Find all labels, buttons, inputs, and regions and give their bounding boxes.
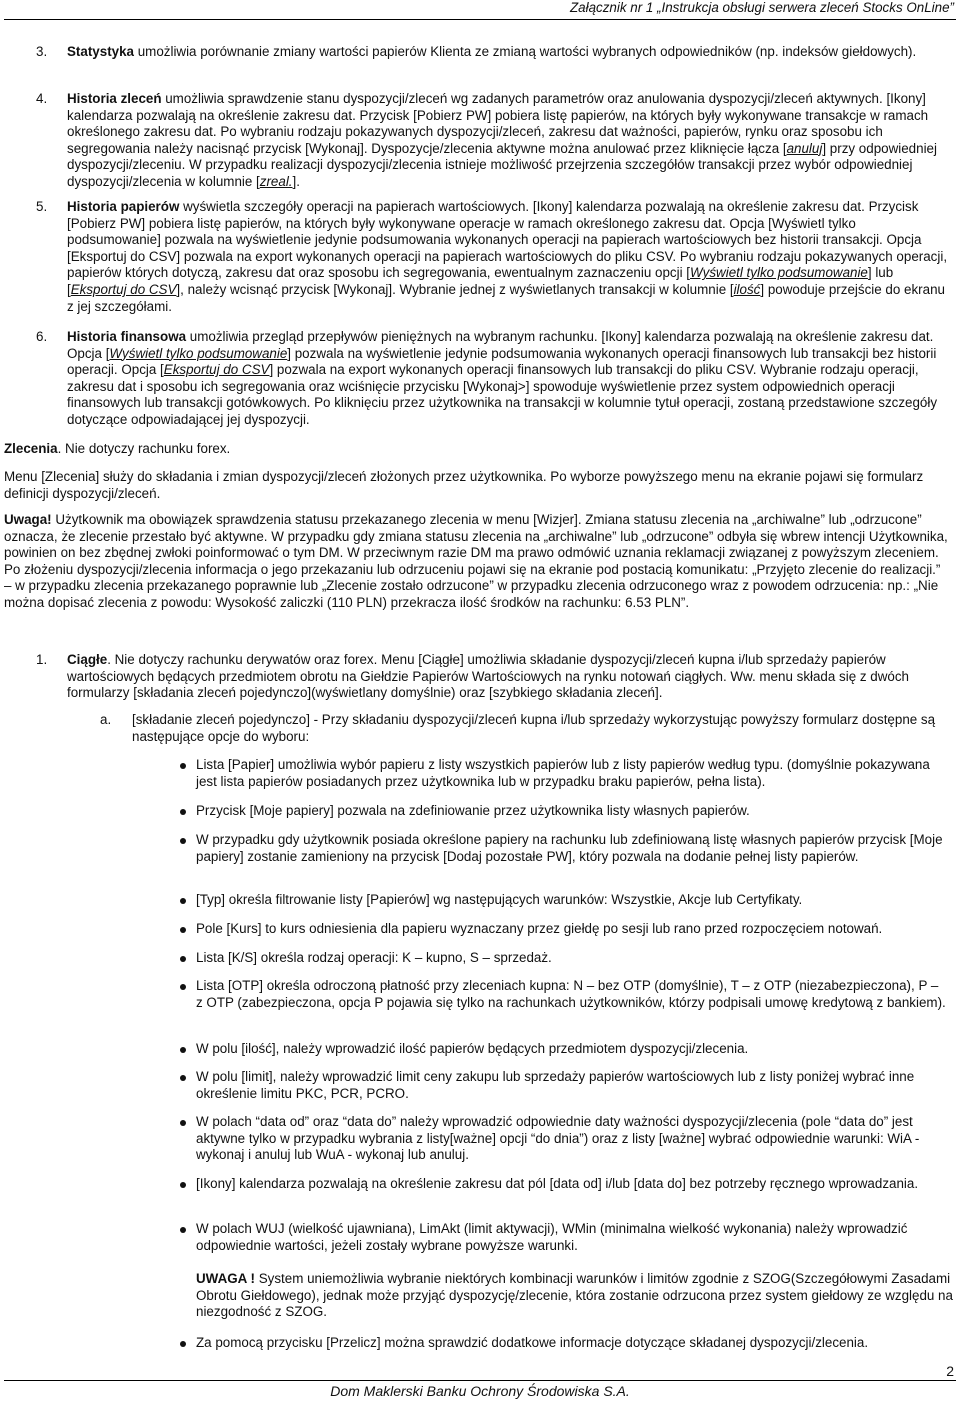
sub-item-label: a. bbox=[100, 712, 112, 727]
wyswietl-podsumowanie-link[interactable]: Wyświetl tylko podsumowanie bbox=[109, 345, 288, 361]
ilosc-link[interactable]: ilość bbox=[733, 281, 761, 297]
bullet-text: Lista [K/S] określa rodzaj operacji: K – kupno, S – sprzedaż. bbox=[196, 950, 552, 965]
bullet-text: Przycisk [Moje papiery] pozwala na zdefiniowanie przez użytkownika listy własnych papierów. bbox=[196, 803, 750, 818]
zlecenia-text: . Nie dotyczy rachunku forex. bbox=[57, 441, 231, 456]
bullet-text: Lista [Papier] umożliwia wybór papieru z listy wszystkich papierów lub z listy papierów według typu. (domyślnie pokazywana jest lista papierów posiadanych przez użytkownika lub w przypadku braku papierów, pełna lista). bbox=[196, 757, 930, 789]
item-text: umożliwia sprawdzenie stanu dyspozycji/zleceń wg zadanych parametrów oraz anulowania dyspozycji/zleceń aktywnych. [Ikony] kalendarza pozwalają na określenie zakresu dat. Przycisk [Pobierz PW] pobiera listę papierów, na których były wykonywane transakcje w ramach określonego zakresu dat. Po wybraniu rodzaju pokazywanych dyspozycji/zleceń, zakresu dat ważności, papierów, rynku oraz sposobu ich segregowania należy nacisnąć przycisk [Wykonaj]. Dyspozycje/zlecenia aktywne można anulować przez kliknięcie łącza [ bbox=[67, 91, 929, 156]
sub-item-text: [składanie zleceń pojedynczo] - Przy składaniu dyspozycji/zleceń kupna i/lub sprzedaży wykorzystując powyższy formularz dostępne są następujące opcje do wyboru: bbox=[132, 712, 936, 744]
item-title: Ciągłe bbox=[67, 652, 108, 667]
menu-paragraph: Menu [Zlecenia] służy do składania i zmian dyspozycji/zleceń złożonych przez użytkownika. Po wyborze powyższego menu na ekranie pojawi się formularz definicji dyspozycji/zleceń. bbox=[4, 469, 924, 501]
item-text: umożliwia przegląd przepływów pieniężnych na wybranym rachunku. [Ikony] kalendarza pozwalają na określenie zakresu dat. Opcja [ bbox=[67, 329, 934, 361]
bullet-icon bbox=[180, 1075, 186, 1081]
uwaga-paragraph bbox=[4, 512, 950, 612]
bullet-icon bbox=[180, 763, 186, 769]
item-text: ] pozwala na wyświetlenie jedynie podsumowania wykonanych operacji finansowych lub transakcji bez historii operacji. Opcja [ bbox=[67, 345, 937, 378]
bullet-text: Lista [OTP] określa odroczoną płatność przy zleceniach kupna: N – bez OTP (domyślnie), T – z OTP (niezabezpieczona), P – z OTP (zabezpieczona, opcja P pojawia się tylko na rachunkach użytkowników, którzy podpisali umowę kredytową z bankiem). bbox=[196, 978, 946, 1010]
page-footer: Dom Maklerski Banku Ochrony Środowiska S.A. bbox=[330, 1383, 630, 1399]
page-number: 2 bbox=[946, 1363, 954, 1379]
zreal-link[interactable]: zreal. bbox=[259, 173, 293, 189]
bullet-text: W polach WUJ (wielkość ujawniana), LimAkt (limit aktywacji), WMin (minimalna wielkość wykonania) należy wprowadzić odpowiednie wartości, jeżeli zostały wybrane powyższe warunki. bbox=[196, 1221, 908, 1253]
bullet-text: Pole [Kurs] to kurs odniesienia dla papieru wyznaczany przez giełdę po sesji lub rano przed rozpoczęciem notowań. bbox=[196, 921, 883, 936]
item-body bbox=[67, 652, 940, 702]
bullet-icon bbox=[180, 984, 186, 990]
bullet-text: W przypadku gdy użytkownik posiada określone papiery na rachunku lub zdefiniowaną listę własnych papierów przycisk [Moje papiery] zostanie zamieniony na przycisk [Dodaj pozostałe PW], który pozwala na dodanie pełnej listy papierów. bbox=[196, 832, 943, 864]
item-body bbox=[67, 329, 950, 429]
uwaga-text: Użytkownik ma obowiązek sprawdzenia statusu przekazanego zlecenia w menu [Wizjer]. Zmiana statusu zlecenia na „archiwalne” lub „odrzucone” oznacza, że zlecenie przestało być aktywne. W przypadku gdy zmiana statusu zlecenia na „archiwalne” lub „odrzucone” odbyła się wbrew intencji Użytkownika, powinien on bez zbędnej zwłoki poinformować o tym DM. W przeciwnym razie DM ma prawo odmówić uznania reklamacji związanej z powyższym zleceniem. Po złożeniu dyspozycji/zlecenia informacja o jego przekazaniu lub odrzuceniu pojawi się na ekranie pod postacią komunikatu: „Przyjęto zlecenie do realizacji.” – w przypadku zlecenia przekazanego poprawnie lub „Zlecenie zostało odrzucone” w przypadku zlecenia odrzuconego wraz z powodem odrzucenia: np.: „Nie można dopisać zlecenia z powodu: Wysokość zaliczki (110 PLN) przekracza ilość środków na rachunku: 6.53 PLN”. bbox=[4, 512, 948, 610]
bullet-icon bbox=[180, 1227, 186, 1233]
bullet-icon bbox=[180, 1341, 186, 1347]
bullet-icon bbox=[180, 898, 186, 904]
uwaga-text: System uniemożliwia wybranie niektórych kombinacji warunków i limitów zgodnie z SZOG(Szczegółowymi Zasadami Obrotu Giełdowego), jednak może przyjąć dyspozycję/zlecenie, która zostanie odrzucona przez system giełdowy ze względu na niezgodność z SZOG. bbox=[196, 1271, 953, 1320]
uwaga-title: UWAGA ! bbox=[196, 1271, 256, 1286]
item-number: 4. bbox=[36, 91, 48, 106]
bullet-text: W polu [ilość], należy wprowadzić ilość papierów będących przedmiotem dyspozycji/zlecenia. bbox=[196, 1041, 749, 1056]
bullet-text: [Ikony] kalendarza pozwalają na określenie zakresu dat pól [data od] i/lub [data do] bez potrzeby ręcznego wprowadzania. bbox=[196, 1176, 919, 1191]
bullet-icon bbox=[180, 1182, 186, 1188]
bullet-icon bbox=[180, 1120, 186, 1126]
bullet-icon bbox=[180, 1047, 186, 1053]
eksportuj-csv-link[interactable]: Eksportuj do CSV bbox=[163, 362, 270, 378]
item-body bbox=[67, 44, 950, 61]
bullet-icon bbox=[180, 838, 186, 844]
footer-divider bbox=[4, 1380, 956, 1381]
item-title: Historia zleceń bbox=[67, 91, 162, 106]
item-number: 5. bbox=[36, 199, 48, 214]
item-text: ]. bbox=[292, 173, 300, 189]
item-title: Statystyka bbox=[67, 44, 134, 59]
bullet-text: [Typ] określa filtrowanie listy [Papierów] wg następujących warunków: Wszystkie, Akcje lub Certyfikaty. bbox=[196, 892, 803, 907]
item-body bbox=[67, 199, 950, 315]
item-title: Historia finansowa bbox=[67, 329, 187, 344]
item-text: ] pozwala na export wykonanych operacji finansowych lub transakcji do pliku CSV. Wybranie rodzaju operacji, zakresu dat i sposobu ich segregowania oraz wciśnięcie przycisku [Wykonaj>] spowoduje wyświetlenie przez system odpowiednich operacji finansowych lub transakcji gotówkowych. Po kliknięciu przez użytkownika na transakcji w kolumnie tytuł operacji, zostaną przedstawione szczegóły dotyczące odpowiadającej jej dyspozycji. bbox=[67, 362, 938, 427]
bullet-icon bbox=[180, 956, 186, 962]
bullet-text: W polach “data od” oraz “data do” należy wprowadzić odpowiednie daty ważności dyspozycji/zlecenia (pole “data do” jest aktywne tylko w przypadku wybrania z listy[ważne] opcji “do dnia”) oraz z listy [ważne] wybrać odpowiednie warunki: WiA - wykonaj i anuluj lub WuA - wykonaj lub anuluj. bbox=[196, 1114, 920, 1163]
header-divider bbox=[4, 19, 956, 20]
eksportuj-csv-link[interactable]: Eksportuj do CSV bbox=[70, 281, 177, 297]
item-text: ], należy wcisnąć przycisk [Wykonaj]. Wybranie jednej z wyświetlanych transakcji w kolumnie [ bbox=[176, 281, 734, 297]
item-title: Historia papierów bbox=[67, 199, 180, 214]
item-number: 6. bbox=[36, 329, 48, 344]
item-number: 1. bbox=[36, 652, 48, 667]
zlecenia-title: Zlecenia bbox=[4, 441, 58, 456]
bullet-text: W polu [limit], należy wprowadzić limit ceny zakupu lub sprzedaży papierów wartościowych lub z listy poniżej wybrać inne określenie limitu PKC, PCR, PCRO. bbox=[196, 1069, 915, 1101]
item-text: ] przy odpowiedniej dyspozycji/zleceniu. W przypadku realizacji dyspozycji/zlecenia istnieje możliwość przejrzenia szczegółów transakcji przez wybór odpowiedniej dyspozycji/zlecenia w kolumnie [ bbox=[67, 140, 937, 189]
page-header: Załącznik nr 1 „Instrukcja obsługi serwera zleceń Stocks OnLine” bbox=[569, 0, 954, 15]
item-number: 3. bbox=[36, 44, 48, 59]
bullet-icon bbox=[180, 809, 186, 815]
item-text: . Nie dotyczy rachunku derywatów oraz forex. Menu [Ciągłe] umożliwia składanie dyspozycji/zleceń kupna i/lub sprzedaży papierów wartościowych będących przedmiotem obrotu na Giełdzie Papierów Wartościowych na rynku notowań ciągłych. Ww. menu składa się z dwóch formularzy [składania zleceń pojedynczo](wyświetlany domyślnie) oraz [szybkiego składania zleceń]. bbox=[67, 652, 910, 701]
zlecenia-heading bbox=[4, 441, 950, 458]
anuluj-link[interactable]: anuluj bbox=[786, 140, 823, 156]
item-text: umożliwia porównanie zmiany wartości papierów Klienta ze zmianą wartości wybranych odpowiedników (np. indeksów giełdowych). bbox=[134, 44, 917, 59]
item-text: ] powoduje przejście do ekranu z jej szczegółami. bbox=[67, 281, 945, 314]
uwaga-title: Uwaga! bbox=[4, 512, 52, 527]
item-text: ] lub [ bbox=[67, 265, 894, 297]
uwaga-warning bbox=[196, 1271, 954, 1321]
item-body bbox=[67, 91, 950, 191]
item-text: wyświetla szczegóły operacji na papierach wartościowych. [Ikony] kalendarza pozwalają na określenie zakresu dat. Przycisk [Pobierz PW] pobiera listę papierów, na których były wykonywane operacje w ramach określonego zakresu dat. Opcja [Wyświetl tylko podsumowanie] pozwala na wyświetlenie jedynie podsumowania wykonanych operacji na papierach wartościowych bez historii transakcji. Opcja [Eksportuj do CSV] pozwala na export wykonanych operacji na papierach wartościowych do pliku CSV. Po wybraniu rodzaju pokazywanych operacji, papierów których dotyczą, zakresu dat oraz sposobu ich segregowania, ewentualnym zaznaczeniu opcji [ bbox=[67, 199, 948, 281]
bullet-icon bbox=[180, 927, 186, 933]
wyswietl-podsumowanie-link[interactable]: Wyświetl tylko podsumowanie bbox=[690, 265, 868, 281]
bullet-text: Za pomocą przycisku [Przelicz] można sprawdzić dodatkowe informacje dotyczące składanej dyspozycji/zlecenia. bbox=[196, 1335, 869, 1350]
